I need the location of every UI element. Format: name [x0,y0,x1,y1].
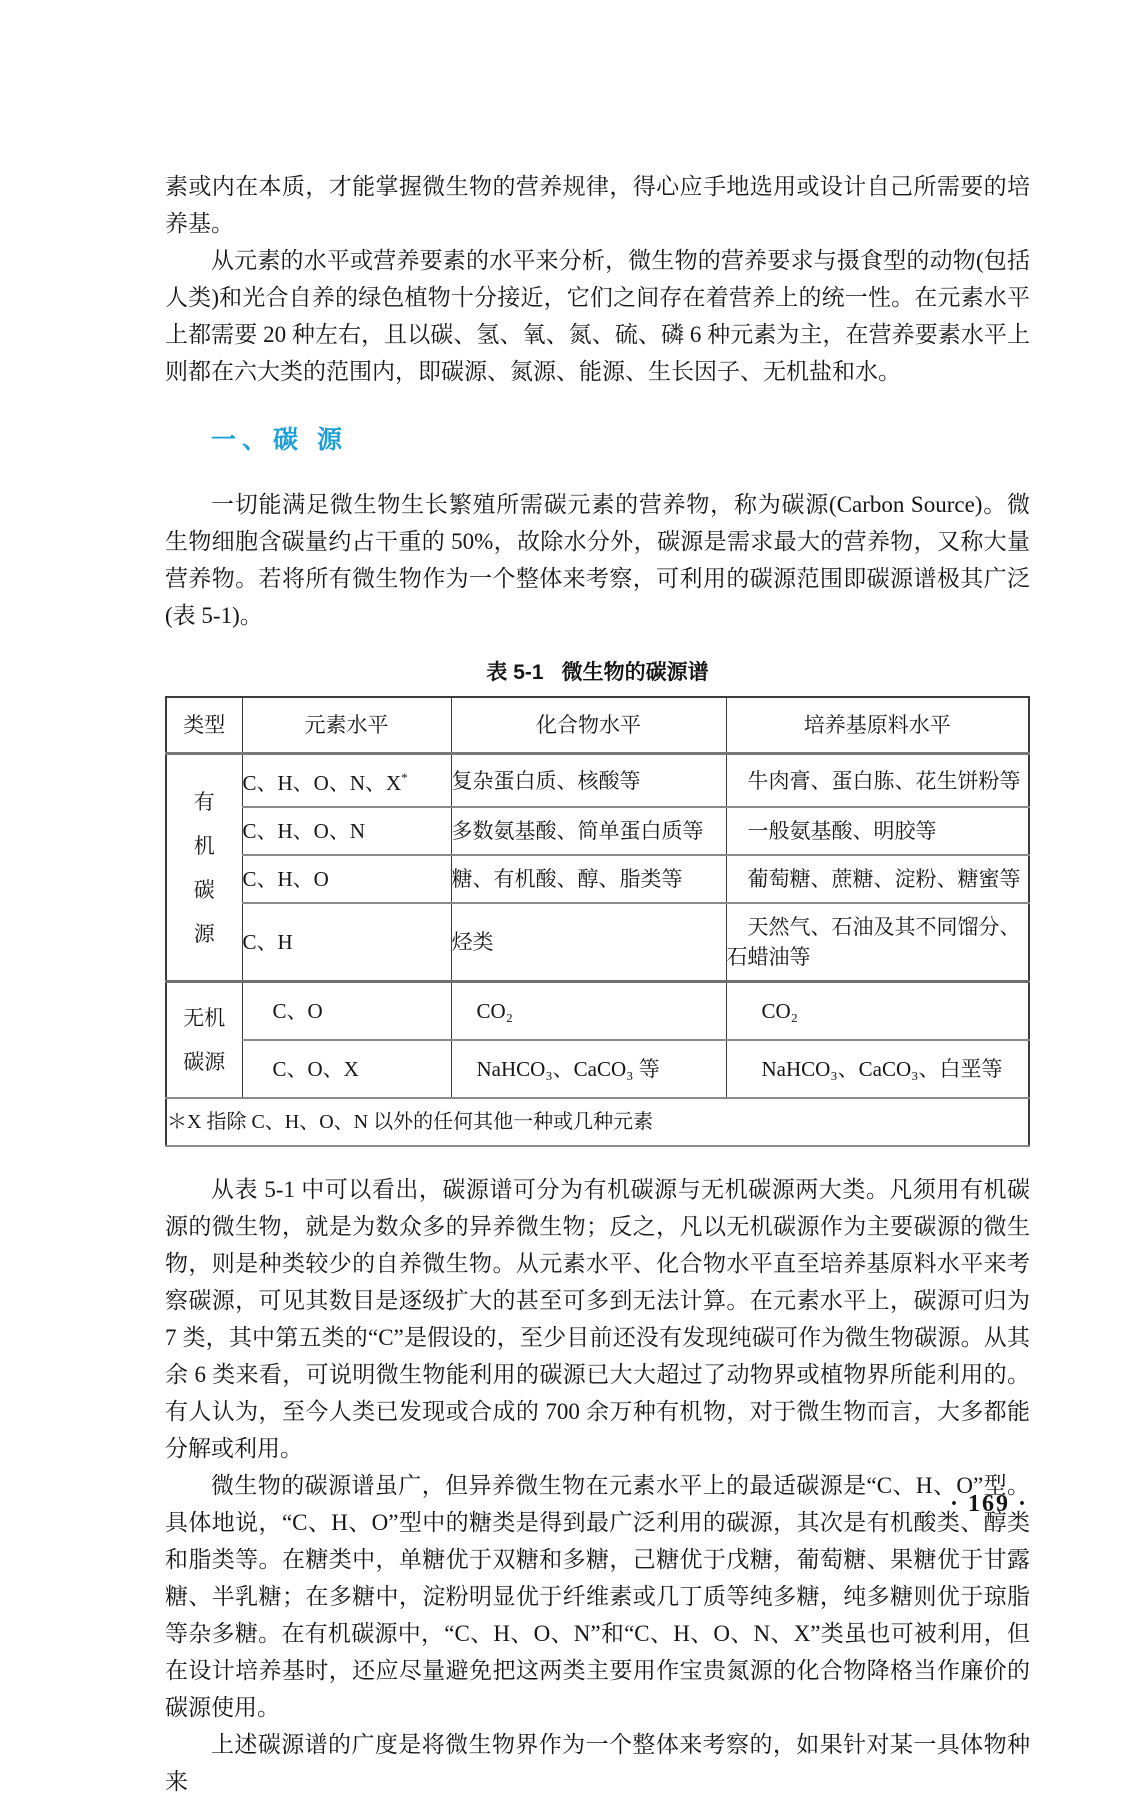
cell-compound: NaHCO₃、CaCO₃ 等 [451,1040,726,1098]
column-header-element-level: 元素水平 [242,697,451,754]
element-text: C、H、O、N、X [242,771,402,795]
table-footnote-row [166,1098,1029,1146]
cell-compound: 多数氨基酸、简单蛋白质等 [451,807,726,855]
cell-compound: 糖、有机酸、醇、脂类等 [451,855,726,903]
cell-material: 天然气、石油及其不同馏分、石蜡油等 [726,903,1029,982]
paragraph-element-analysis: 从元素的水平或营养要素的水平来分析，微生物的营养要求与摄食型的动物(包括人类)和光合自养的绿色植物十分接近，它们之间存在着营养上的统一性。在元素水平上都需要 20 种左右，且以碳、氢、氧、氮、硫、磷 6 种元素为主，在营养要素水平上则都在六大类的范围内，即碳源、氮源、能源、生长因子、无机盐和水。 [165,248,1030,384]
group-label-organic: 有机碳源 [193,789,215,946]
section-heading-carbon-source: 一、碳 源 [211,426,348,454]
table-row [166,807,1029,855]
table-caption-title: 微生物的碳源谱 [561,661,709,684]
table-row [166,754,1029,808]
table-row [166,982,1029,1041]
paragraph-closing: 上述碳源谱的广度是将微生物界作为一个整体来考察的，如果针对某一具体物种来 [165,1732,1030,1794]
column-header-type: 类型 [166,697,242,754]
cell-material: 牛肉膏、蛋白胨、花生饼粉等 [726,754,1029,808]
cell-element: C、H、O、N [242,807,451,855]
column-header-material-level: 培养基原料水平 [726,697,1029,754]
cell-material: 一般氨基酸、明胶等 [726,807,1029,855]
row-group-inorganic-carbon [166,982,242,1099]
page-number: · 169 · [949,1491,1028,1517]
cell-compound: 烃类 [451,903,726,982]
table-row [166,903,1029,982]
column-header-compound-level: 化合物水平 [451,697,726,754]
cell-compound: CO₂ [451,982,726,1041]
footnote-marker: * [401,770,408,785]
cell-element: C、O [242,982,451,1041]
cell-element: C、H [242,903,451,982]
paragraph-intro-continuation: 素或内在本质，才能掌握微生物的营养规律，得心应手地选用或设计自己所需要的培养基。 [165,174,1030,236]
table-footnote: ＊X 指除 C、H、O、N 以外的任何其他一种或几种元素 [166,1098,1029,1146]
group-label-inorganic: 无机碳源 [183,1006,226,1074]
carbon-source-spectrum-table [165,696,1030,1147]
cell-element: C、H、O [242,855,451,903]
cell-element: C、O、X [242,1040,451,1098]
cell-element [242,754,451,808]
paragraph-carbon-definition: 一切能满足微生物生长繁殖所需碳元素的营养物，称为碳源(Carbon Source)。微生物细胞含碳量约占干重的 50%，故除水分外，碳源是需求最大的营养物，又称大量营养物。若将所有微生物作为一个整体来考察，可利用的碳源范围即碳源谱极其广泛(表 5-1)。 [165,492,1030,628]
table-caption [165,656,1030,686]
paragraph-best-carbon-sources: 微生物的碳源谱虽广，但异养微生物在元素水平上的最适碳源是“C、H、O”型。具体地说，“C、H、O”型中的糖类是得到最广泛利用的碳源，其次是有机酸类、醇类和脂类等。在糖类中，单糖优于双糖和多糖，己糖优于戊糖，葡萄糖、果糖优于甘露糖、半乳糖；在多糖中，淀粉明显优于纤维素或几丁质等纯多糖，纯多糖则优于琼脂等杂多糖。在有机碳源中，“C、H、O、N”和“C、H、O、N、X”类虽也可被利用，但在设计培养基时，还应尽量避免把这两类主要用作宝贵氮源的化合物降格当作廉价的碳源使用。 [165,1473,1030,1720]
table-row [166,855,1029,903]
table-header-row [166,697,1029,754]
row-group-organic-carbon [166,754,242,982]
cell-material: NaHCO₃、CaCO₃、白垩等 [726,1040,1029,1098]
cell-compound: 复杂蛋白质、核酸等 [451,754,726,808]
paragraph-table-analysis: 从表 5-1 中可以看出，碳源谱可分为有机碳源与无机碳源两大类。凡须用有机碳源的微生物，就是为数众多的异养微生物；反之，凡以无机碳源作为主要碳源的微生物，则是种类较少的自养微生物。从元素水平、化合物水平直至培养基原料水平来考察碳源，可见其数目是逐级扩大的甚至可多到无法计算。在元素水平上，碳源可归为 7 类，其中第五类的“C”是假设的，至少目前还没有发现纯碳可作为微生物碳源。从其余 6 类来看，可说明微生物能利用的碳源已大大超过了动物界或植物界所能利用的。有人认为，至今人类已发现或合成的 700 余万种有机物，对于微生物而言，大多都能分解或利用。 [165,1177,1030,1461]
table-row [166,1040,1029,1098]
cell-material: 葡萄糖、蔗糖、淀粉、糖蜜等 [726,855,1029,903]
cell-material: CO₂ [726,982,1029,1041]
table-caption-number: 表 5-1 [486,661,544,684]
